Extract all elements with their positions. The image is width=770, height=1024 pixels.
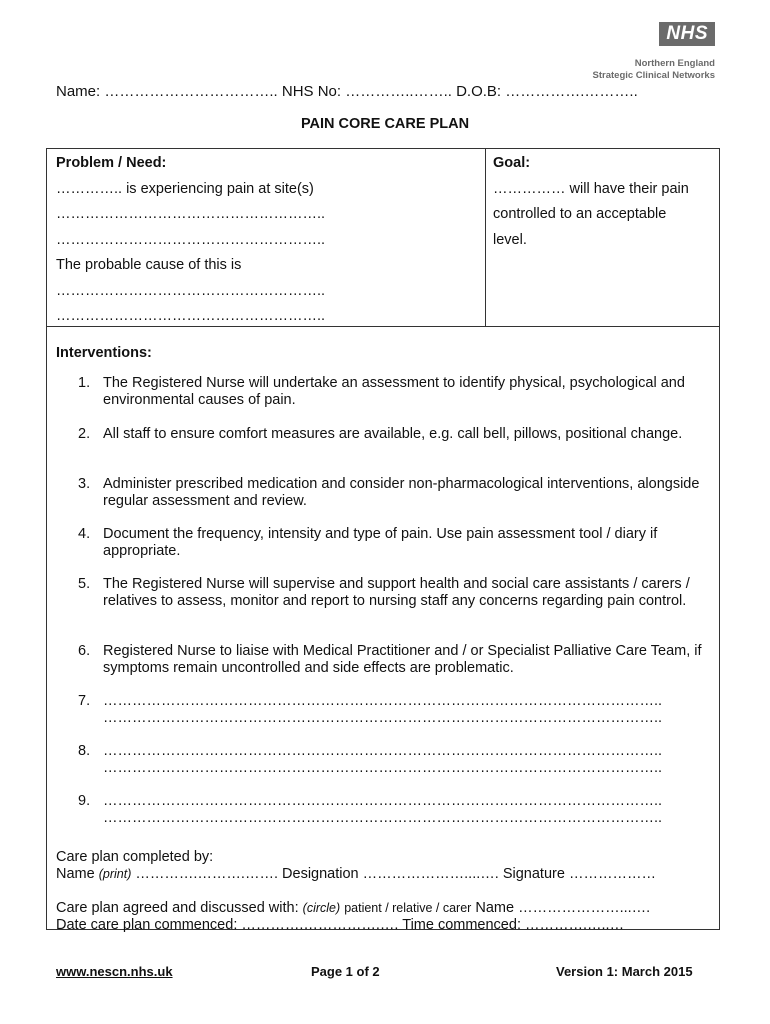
agreed-label: Care plan agreed and discussed with: bbox=[56, 900, 299, 916]
footer-page-number: Page 1 of 2 bbox=[311, 964, 380, 979]
completer-name-label: Name bbox=[56, 866, 95, 882]
intervention-number: 8. bbox=[78, 743, 91, 759]
problem-line[interactable]: ……………………………………………….. bbox=[56, 308, 326, 324]
intervention-number: 2. bbox=[78, 426, 91, 442]
goal-line: level. bbox=[493, 231, 527, 248]
time-commenced-label: Time commenced: bbox=[402, 917, 521, 933]
intervention-blank-item bbox=[47, 743, 719, 793]
dob-label: D.O.B: bbox=[456, 83, 502, 100]
problem-line[interactable]: ……………………………………………….. bbox=[56, 282, 326, 299]
intervention-number: 7. bbox=[78, 693, 91, 709]
intervention-blank-line[interactable]: …………………………………………………………………………………………………….. bbox=[103, 743, 663, 759]
problem-line[interactable]: ………….. is experiencing pain at site(s) bbox=[56, 180, 314, 197]
interventions-list bbox=[47, 375, 719, 843]
agreed-name-blank[interactable]: …………………...…. bbox=[518, 900, 651, 916]
signature-blank[interactable]: ……………… bbox=[568, 866, 656, 882]
signature-label: Signature bbox=[502, 866, 565, 882]
dob-blank[interactable]: …………….……….. bbox=[505, 83, 638, 100]
intervention-number: 9. bbox=[78, 793, 91, 809]
care-plan-box bbox=[46, 148, 720, 933]
org-name-line1: Northern England bbox=[634, 58, 715, 69]
completed-by-label: Care plan completed by: bbox=[56, 849, 214, 865]
footer-website[interactable]: www.nescn.nhs.uk bbox=[56, 964, 173, 979]
intervention-item bbox=[47, 476, 719, 526]
intervention-number: 1. bbox=[78, 375, 91, 391]
nhs-logo bbox=[593, 22, 715, 82]
intervention-number: 3. bbox=[78, 476, 91, 492]
intervention-item bbox=[47, 526, 719, 576]
page-title: PAIN CORE CARE PLAN bbox=[300, 116, 470, 132]
column-divider bbox=[485, 149, 486, 326]
designation-label: Designation bbox=[282, 866, 359, 882]
intervention-blank-line[interactable]: …………………………………………………………………………………………………….. bbox=[103, 693, 663, 709]
name-label: Name: bbox=[56, 83, 101, 100]
interventions-heading: Interventions: bbox=[56, 345, 152, 361]
goal-line[interactable]: …………… will have their pain bbox=[493, 180, 689, 197]
date-commenced-label: Date care plan commenced: bbox=[56, 917, 238, 933]
intervention-blank-line[interactable]: …………………………………………………………………………………………………….. bbox=[103, 810, 663, 826]
goal-heading: Goal: bbox=[493, 155, 531, 171]
patient-details-line bbox=[56, 83, 638, 100]
date-commenced-blank[interactable]: ………….…………….…. bbox=[241, 917, 399, 933]
problem-line[interactable]: ……………………………………………….. bbox=[56, 206, 326, 222]
intervention-blank-item bbox=[47, 793, 719, 843]
designation-blank[interactable]: …………………....…. bbox=[362, 866, 499, 882]
intervention-blank-line[interactable]: …………………………………………………………………………………………………….. bbox=[103, 793, 663, 809]
circle-hint: (circle) bbox=[302, 901, 341, 915]
intervention-blank-item bbox=[47, 693, 719, 743]
nhs-no-blank[interactable]: …………..…….. bbox=[345, 83, 452, 100]
nhs-no-label: NHS No: bbox=[281, 83, 342, 100]
goal-line: controlled to an acceptable bbox=[493, 206, 667, 222]
completer-name-blank[interactable]: ………….……….……. bbox=[135, 866, 278, 882]
nhs-logo-mark: NHS bbox=[659, 22, 715, 46]
intervention-text: All staff to ensure comfort measures are available, e.g. call bell, pillows, positional change. bbox=[103, 426, 683, 442]
commenced-line bbox=[56, 917, 656, 934]
intervention-number: 5. bbox=[78, 576, 91, 592]
agreed-options[interactable]: patient / relative / carer bbox=[344, 901, 472, 915]
org-name-line2: Strategic Clinical Networks bbox=[592, 70, 715, 81]
agreed-name-label: Name bbox=[475, 900, 515, 916]
intervention-blank-line[interactable]: …………………………………………………………………………………………………….. bbox=[103, 760, 663, 776]
intervention-text: Registered Nurse to liaise with Medical Practitioner and / or Specialist Palliative Care Team, if symptoms remain uncontrolled and side effects are problematic. bbox=[103, 643, 702, 676]
intervention-item bbox=[47, 576, 719, 643]
completed-by-line bbox=[56, 866, 656, 883]
intervention-item bbox=[47, 375, 719, 426]
agreed-line bbox=[56, 900, 656, 917]
name-blank[interactable]: …………………………….. bbox=[104, 83, 278, 100]
intervention-text: The Registered Nurse will supervise and support health and social care assistants / carers / relatives to assess, monitor and report to nursing staff any concerns regarding pain control. bbox=[103, 576, 690, 609]
problem-line: The probable cause of this is bbox=[56, 257, 242, 273]
problem-section bbox=[56, 151, 476, 330]
intervention-number: 4. bbox=[78, 526, 91, 542]
footer-version: Version 1: March 2015 bbox=[556, 964, 693, 979]
intervention-item bbox=[47, 426, 719, 476]
intervention-text: The Registered Nurse will undertake an assessment to identify physical, psychological and environmental causes of pain. bbox=[103, 375, 685, 408]
intervention-text: Document the frequency, intensity and type of pain. Use pain assessment tool / diary if appropriate. bbox=[103, 526, 658, 559]
time-commenced-blank[interactable]: ………….…..… bbox=[525, 917, 625, 933]
problem-heading: Problem / Need: bbox=[56, 155, 167, 171]
intervention-blank-line[interactable]: …………………………………………………………………………………………………….. bbox=[103, 710, 663, 726]
problem-goal-row bbox=[47, 149, 719, 327]
goal-section bbox=[493, 151, 713, 253]
intervention-item bbox=[47, 643, 719, 693]
intervention-number: 6. bbox=[78, 643, 91, 659]
print-hint: (print) bbox=[98, 867, 132, 881]
completion-section bbox=[56, 849, 656, 934]
intervention-text: Administer prescribed medication and consider non-pharmacological interventions, alongside regular assessment and review. bbox=[103, 476, 700, 509]
problem-line[interactable]: ……………………………………………….. bbox=[56, 231, 326, 248]
